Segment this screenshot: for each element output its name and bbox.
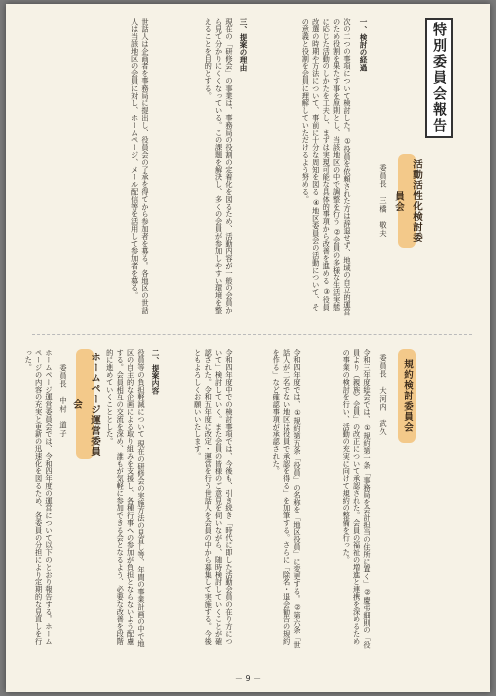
document-page <box>6 4 490 692</box>
committee-badge-homepage: ホームページ運営委員会 <box>76 349 94 459</box>
text-column-rules-1: 令和三年度総会では、①規約第一条「事務局を会計担当の住所に置く」②慶弔細則の「役員より（親族）会員」の改正について承認された。会員の福祉の増進と連携を深めるための事業の検討を行い、活動の充実に向けて規約の整備を行った。 <box>342 349 372 649</box>
text-column-continued: 世話人は企画者を事務局に提出し、役員会の了承を得てから参加者を募る。各地区の世話人は当該地区の会員に対し、ホームページ、メール配信等を活用して参加者を募る。 <box>130 18 150 314</box>
text-column-homepage: ホームページ運営委員会では、令和四年度の運営について以下のとおり報告する。ホームページの内容の充実と更新の迅速化を図るため、各委員の分担により定期的な見直しを行った。 <box>24 349 54 645</box>
committee-badge-activity: 活動活性化検討委員会 <box>398 154 416 248</box>
text-column-rules-2: 令和四年度では、①規約第五条「役員」の名称を「地区役員」に変更する。②第六条「世話人が二名でない地区は役員で承認を得る」を加筆する。さらに「除名・退会勧告の規約を作る」など確認事項が承認された。 <box>272 349 302 649</box>
text-column-proposal: 役員等の負担軽減について 現在の研修会の実施方法の見直し等、年間の事業計画の中で地区の自主的な企画による取り組みを支援し、各種行事への参加が負担とならないよう配慮する。会員相互の交流を深め、誰もが気軽に参加できる会となるよう、必要な改善を段階的に進めていくこととした。 <box>105 349 146 648</box>
chair-rules: 委員長 大河内 武久 <box>379 354 388 436</box>
heading-review: 一、検討の経過 <box>359 18 368 72</box>
chair-homepage: 委員長 中村 道子 <box>59 364 68 438</box>
heading-reason: 三、提案の理由 <box>239 18 248 72</box>
chair-activity: 委員長 三橋 敬夫 <box>379 164 388 238</box>
page-number: － 9 － <box>234 674 262 683</box>
text-column-reason: 現在の「研修会」の事業は、事務局の役割の定着化を図るため、活動内容が一般の会員から見て分かりにくくなっている。この課題を解決し、多くの会員が参加しやすい環境を整えることを目的とする。 <box>204 18 234 314</box>
text-column-rules-3: 令和四年度中での検討事項では、今後も、引き続き「時代に即した活動会員の在り方について」検討していく。また会員の皆様のご意見を伺いながら、随時検討していくことが確認された。令和五年度に改定・運営を行う世話人を会員の中から募集して実施する。今後ともよろしくお願いいたします。 <box>193 349 234 645</box>
committee-badge-rules: 規約検討委員会 <box>398 349 416 443</box>
section-divider <box>32 334 472 335</box>
text-column-review: 次の二つの事項について検討した。①役員を依頼された方は辞退せず、地域の自立的運営のため役割を果たす事を原則とし、当該地区の中で調整を行う ②会員の多様な生活実態に応じた活動のしかたを工夫し、まずは実現可能な具体的事項から改善を進める ③役員改選の時期や方法について、事前に十分な周知を図る ④地区委員会の活動について、その意義と役割を会員に理解していただけるよう努める。 <box>301 18 352 316</box>
heading-proposal: 二、提案内容 <box>151 349 160 395</box>
page-title: 特別委員会報告 <box>425 18 453 138</box>
